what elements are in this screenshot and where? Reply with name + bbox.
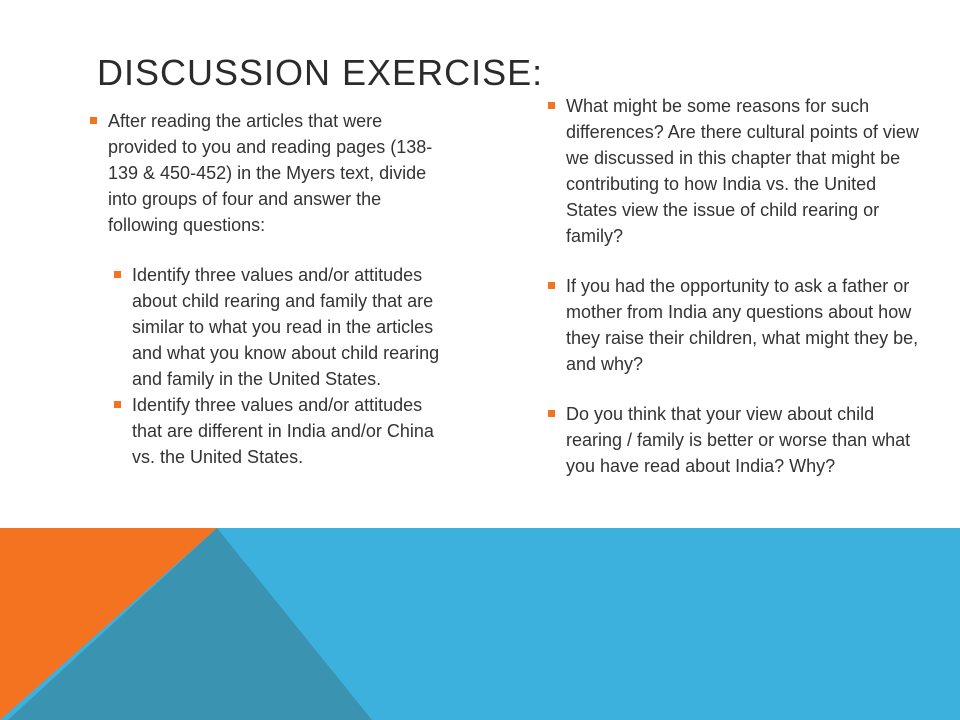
question-text: What might be some reasons for such differences? Are there cultural points of view we discussed in this chapter that might be contributing to how India vs. the United States view the issue of child rearing or family? xyxy=(566,96,919,246)
square-bullet-icon xyxy=(114,271,121,278)
blue-band xyxy=(0,528,960,720)
sub-item-text: Identify three values and/or attitudes about child rearing and family that are similar to what you read in the articles and what you know about child rearing and family in the United States. xyxy=(132,265,440,389)
square-bullet-icon xyxy=(548,410,555,417)
left-column xyxy=(90,108,450,470)
square-bullet-icon xyxy=(90,117,97,124)
intro-text: After reading the articles that were provided to you and reading pages (138-139 & 450-452) in the Myers text, divide into groups of four and answer the following questions: xyxy=(108,111,433,235)
list-item xyxy=(548,401,930,479)
list-item xyxy=(90,108,450,238)
sub-item-text: Identify three values and/or attitudes that are different in India and/or China vs. the United States. xyxy=(132,395,434,467)
list-item xyxy=(114,392,450,470)
spacer xyxy=(548,249,930,273)
page-title: DISCUSSION EXERCISE: xyxy=(97,52,544,93)
teal-triangle xyxy=(8,528,372,720)
square-bullet-icon xyxy=(548,102,555,109)
spacer xyxy=(90,238,450,262)
orange-triangle xyxy=(0,528,217,720)
spacer xyxy=(548,377,930,401)
square-bullet-icon xyxy=(548,282,555,289)
list-item xyxy=(114,262,450,392)
question-text: If you had the opportunity to ask a father or mother from India any questions about how they raise their children, what might they be, and why? xyxy=(566,276,919,374)
question-text: Do you think that your view about child rearing / family is better or worse than what you have read about India? Why? xyxy=(566,404,911,476)
square-bullet-icon xyxy=(114,401,121,408)
right-column xyxy=(548,93,930,479)
list-item xyxy=(548,93,930,249)
list-item xyxy=(548,273,930,377)
